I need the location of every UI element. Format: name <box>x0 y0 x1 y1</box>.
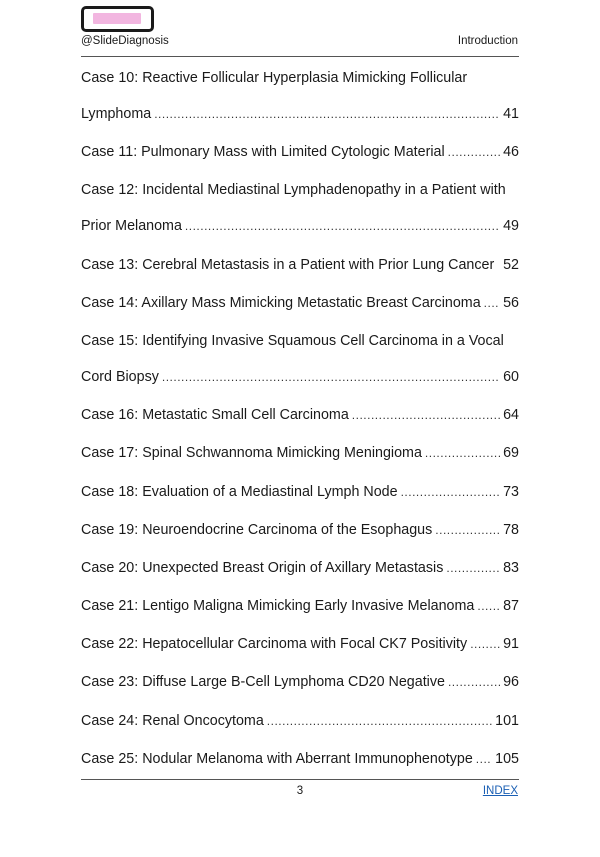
toc-entry[interactable] <box>81 323 519 395</box>
toc-entry[interactable] <box>81 60 519 132</box>
dot-leader <box>477 588 500 624</box>
toc-entry-page: 60 <box>503 368 519 385</box>
toc-entry[interactable] <box>81 435 519 471</box>
toc-entry-row <box>81 208 519 244</box>
toc-entry-title: Case 14: Axillary Mass Mimicking Metastatic Breast Carcinoma <box>81 294 481 311</box>
toc-entry-title: Case 11: Pulmonary Mass with Limited Cytologic Material <box>81 144 445 161</box>
toc-entry-page: 105 <box>495 750 519 767</box>
toc-entry-row <box>81 397 519 433</box>
toc-entry-page: 69 <box>503 445 519 462</box>
dot-leader <box>154 96 500 132</box>
dot-leader <box>448 134 500 170</box>
dot-leader <box>162 359 500 395</box>
toc-entry[interactable] <box>81 474 519 510</box>
dot-leader <box>448 664 500 700</box>
toc-entry-title: Case 16: Metastatic Small Cell Carcinoma <box>81 407 349 424</box>
toc-entry-page: 56 <box>503 294 519 311</box>
toc-entry-title: Case 13: Cerebral Metastasis in a Patient with Prior Lung Cancer <box>81 256 495 273</box>
footer-divider <box>81 779 519 780</box>
dot-leader <box>476 741 492 777</box>
dot-leader <box>425 435 500 471</box>
toc-entry-page: 73 <box>503 483 519 500</box>
toc-entry-row <box>81 626 519 662</box>
toc-entry-page: 83 <box>503 559 519 576</box>
dot-leader <box>470 626 500 662</box>
logo-highlight <box>93 13 141 24</box>
toc-entry[interactable] <box>81 664 519 700</box>
toc-entry-row <box>81 474 519 510</box>
toc-entry[interactable] <box>81 588 519 624</box>
toc-entry-page: 52 <box>503 256 519 273</box>
toc-entry[interactable] <box>81 172 519 244</box>
toc-entry-row <box>81 703 519 739</box>
toc-entry-page: 46 <box>503 144 519 161</box>
toc-entry[interactable] <box>81 741 519 777</box>
toc-entry-title: Case 21: Lentigo Maligna Mimicking Early Invasive Melanoma <box>81 598 475 615</box>
dot-leader <box>435 512 500 548</box>
toc-entry-page: 78 <box>503 521 519 538</box>
dot-leader <box>446 550 500 586</box>
toc-entry[interactable] <box>81 285 519 321</box>
toc-entry[interactable] <box>81 247 519 283</box>
toc-entry-row <box>81 550 519 586</box>
toc-entry-title: Case 19: Neuroendocrine Carcinoma of the Esophagus <box>81 521 433 538</box>
toc-entry-row <box>81 285 519 321</box>
toc-entry-title: Case 20: Unexpected Breast Origin of Axillary Metastasis <box>81 559 444 576</box>
toc-entry-title: Case 25: Nodular Melanoma with Aberrant Immunophenotype <box>81 750 473 767</box>
toc-entry[interactable] <box>81 134 519 170</box>
toc-entry-page: 96 <box>503 674 519 691</box>
toc-entry-page: 64 <box>503 407 519 424</box>
toc-entry-page: 91 <box>503 636 519 653</box>
dot-leader <box>267 703 492 739</box>
toc-entry-page: 49 <box>503 218 519 235</box>
toc-entry-row <box>81 588 519 624</box>
index-link[interactable]: INDEX <box>482 785 518 797</box>
toc-entry[interactable] <box>81 397 519 433</box>
toc-entry-title-line: Case 12: Incidental Mediastinal Lymphadenopathy in a Patient with <box>81 182 506 199</box>
toc-entry-row <box>81 664 519 700</box>
toc-entry-title: Lymphoma <box>81 106 152 122</box>
toc-entry-title: Cord Biopsy <box>81 368 159 385</box>
toc-entry-row <box>81 512 519 548</box>
toc-entry-title: Case 24: Renal Oncocytoma <box>81 712 264 729</box>
toc-entry-row <box>81 134 519 170</box>
toc-entry-page: 101 <box>495 712 519 729</box>
dot-leader <box>185 208 500 244</box>
toc-entry-title: Case 17: Spinal Schwannoma Mimicking Meningioma <box>81 445 422 462</box>
toc-entry[interactable] <box>81 703 519 739</box>
dot-leader <box>401 474 501 510</box>
toc-entry-row <box>81 247 519 283</box>
page-number: 3 <box>296 785 304 797</box>
toc-entry[interactable] <box>81 550 519 586</box>
toc-entry-title: Case 18: Evaluation of a Mediastinal Lymph Node <box>81 483 398 500</box>
toc-entry-title: Prior Melanoma <box>81 218 182 235</box>
brand-logo <box>81 6 154 32</box>
dot-leader <box>484 285 500 321</box>
toc-entry-page: 41 <box>503 106 519 122</box>
header-handle: @SlideDiagnosis <box>81 35 169 47</box>
toc-entry-title: Case 22: Hepatocellular Carcinoma with Focal CK7 Positivity <box>81 636 468 653</box>
toc-entry[interactable] <box>81 626 519 662</box>
toc-entry-title-line: Case 10: Reactive Follicular Hyperplasia Mimicking Follicular <box>81 70 468 86</box>
toc-entry-row <box>81 96 519 132</box>
header-section: Introduction <box>457 35 518 47</box>
toc-entry-row <box>81 359 519 395</box>
toc-entry-title: Case 23: Diffuse Large B-Cell Lymphoma CD20 Negative <box>81 674 445 691</box>
toc-entry-row <box>81 741 519 777</box>
toc-entry-page: 87 <box>503 598 519 615</box>
toc-entry-row <box>81 435 519 471</box>
header-divider <box>81 56 519 57</box>
table-of-contents <box>81 60 519 779</box>
toc-entry[interactable] <box>81 512 519 548</box>
toc-entry-title-line: Case 15: Identifying Invasive Squamous Cell Carcinoma in a Vocal <box>81 332 504 349</box>
dot-leader <box>352 397 500 433</box>
